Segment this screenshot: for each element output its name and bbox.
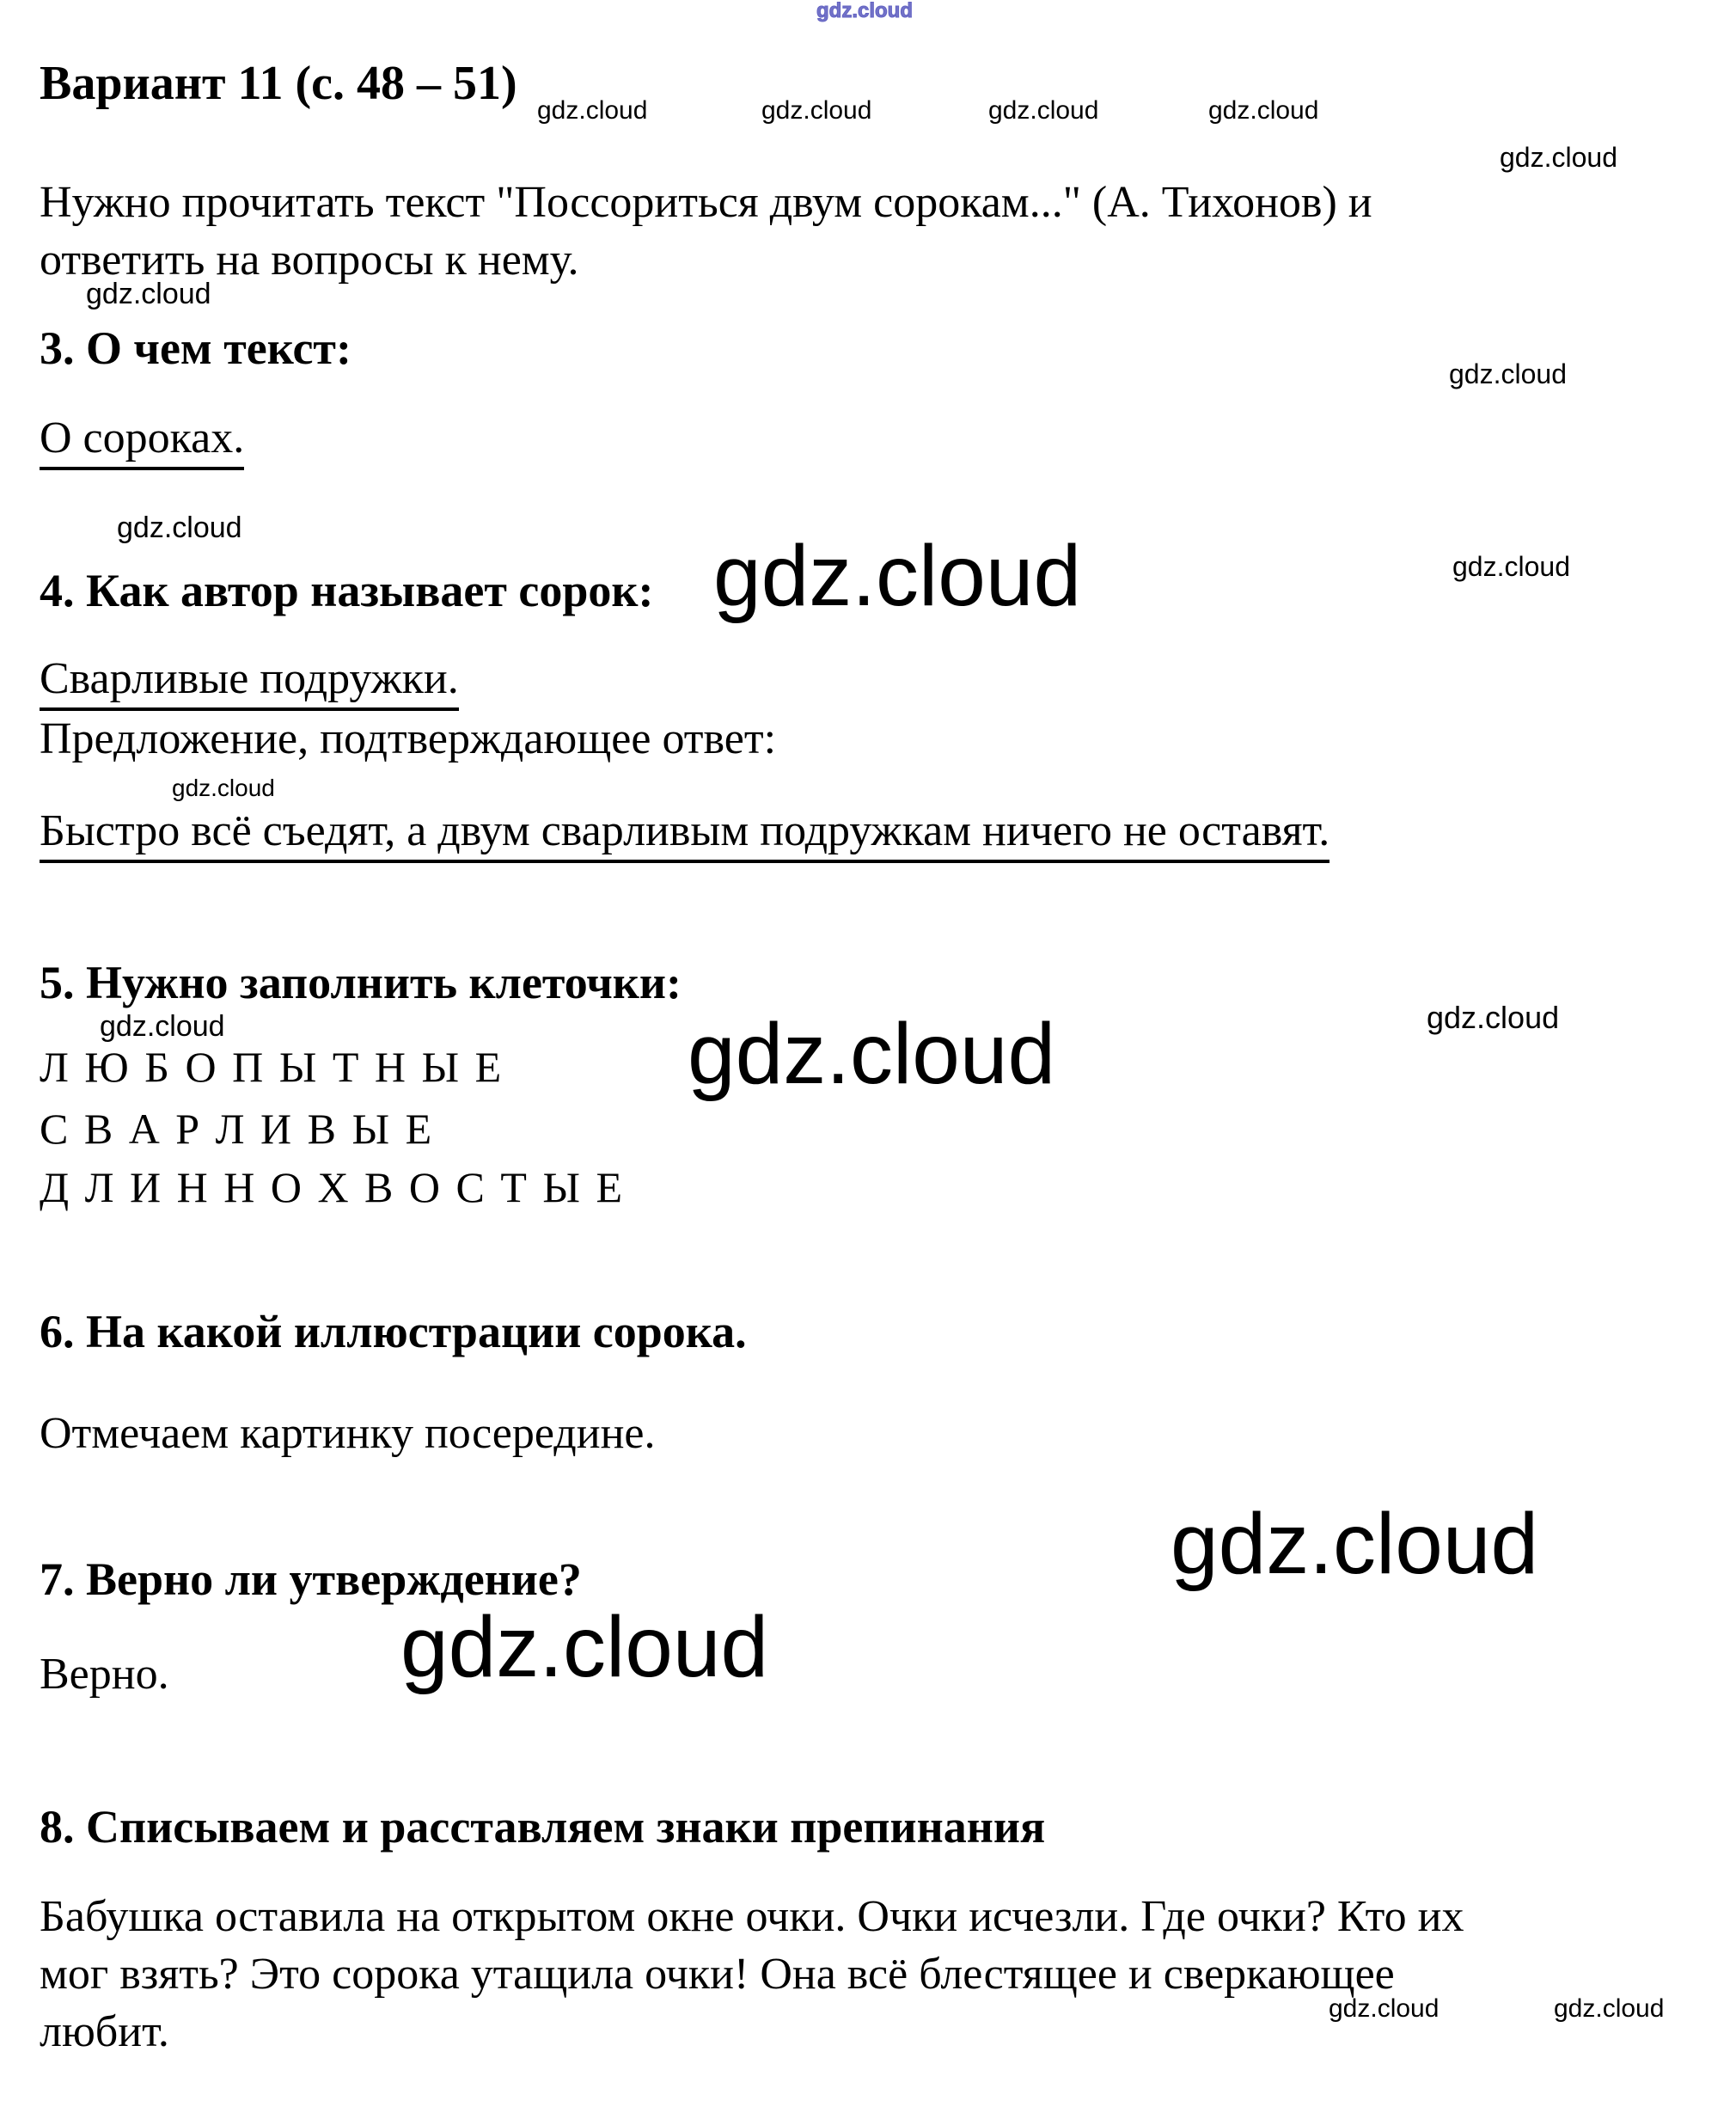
q5-heading: 5. Нужно заполнить клеточки: bbox=[40, 957, 682, 1008]
gdz-watermark-row-1: gdz.cloud bbox=[537, 96, 648, 125]
gdz-watermark-big-q4: gdz.cloud bbox=[713, 528, 1082, 624]
gdz-watermark-top-blue: gdz.cloud bbox=[816, 0, 913, 22]
q8-heading: 8. Списываем и расставляем знаки препинания bbox=[40, 1801, 1046, 1853]
q4-answer bbox=[40, 650, 459, 707]
q4-answer-text: Сварливые подружки. bbox=[40, 654, 459, 711]
gdz-watermark-q4b-left: gdz.cloud bbox=[172, 775, 275, 801]
intro-line-1: Нужно прочитать текст "Поссориться двум сорокам..." (А. Тихонов) и bbox=[40, 178, 1372, 227]
gdz-watermark-row-2: gdz.cloud bbox=[761, 96, 872, 125]
gdz-watermark-big-q7-center: gdz.cloud bbox=[400, 1599, 769, 1695]
q8-line-2: мог взять? Это сорока утащила очки! Она всё блестящее и сверкающее bbox=[40, 1950, 1395, 1999]
q8-line-1: Бабушка оставила на открытом окне очки. Очки исчезли. Где очки? Кто их bbox=[40, 1892, 1464, 1941]
intro-line-2: ответить на вопросы к нему. bbox=[40, 236, 579, 285]
q8-paragraph bbox=[40, 1888, 1464, 2061]
q4-sentence-text: Быстро всё съедят, а двум сварливым подружкам ничего не оставят. bbox=[40, 806, 1330, 863]
gdz-watermark-bottom-1: gdz.cloud bbox=[1329, 1994, 1440, 2023]
gdz-watermark-q3-right: gdz.cloud bbox=[1449, 358, 1567, 389]
gdz-watermark-bottom-2: gdz.cloud bbox=[1554, 1994, 1665, 2023]
gdz-watermark-q5-right: gdz.cloud bbox=[1427, 1000, 1560, 1035]
q4-sentence bbox=[40, 802, 1330, 860]
q6-answer: Отмечаем картинку посередине. bbox=[40, 1409, 656, 1458]
gdz-watermark-big-q7-right: gdz.cloud bbox=[1171, 1496, 1539, 1592]
intro-paragraph bbox=[40, 174, 1372, 289]
q5-cells-row-2: С В А Р Л И В Ы Е bbox=[40, 1105, 435, 1153]
gdz-watermark-intro-right: gdz.cloud bbox=[1500, 142, 1617, 173]
q5-cells-row-1: Л Ю Б О П Ы Т Н Ы Е bbox=[40, 1043, 504, 1091]
gdz-watermark-q4-right: gdz.cloud bbox=[1452, 551, 1570, 582]
q7-heading: 7. Верно ли утверждение? bbox=[40, 1553, 582, 1605]
gdz-watermark-q5-left: gdz.cloud bbox=[100, 1010, 225, 1043]
q4-prompt: Предложение, подтверждающее ответ: bbox=[40, 714, 777, 763]
gdz-watermark-q4-left: gdz.cloud bbox=[117, 511, 242, 544]
q5-cells-row-3: Д Л И Н Н О Х В О С Т Ы Е bbox=[40, 1163, 626, 1211]
q6-heading: 6. На какой иллюстрации сорока. bbox=[40, 1306, 747, 1357]
gdz-watermark-intro-left: gdz.cloud bbox=[86, 278, 211, 310]
q4-heading: 4. Как автор называет сорок: bbox=[40, 565, 654, 616]
q3-answer bbox=[40, 409, 244, 467]
q3-heading: 3. О чем текст: bbox=[40, 322, 351, 374]
gdz-watermark-row-4: gdz.cloud bbox=[1208, 96, 1319, 125]
q3-answer-text: О сороках. bbox=[40, 413, 244, 470]
q7-answer: Верно. bbox=[40, 1650, 169, 1699]
gdz-watermark-big-q5: gdz.cloud bbox=[688, 1006, 1056, 1102]
page-title: Вариант 11 (с. 48 – 51) bbox=[40, 57, 517, 110]
q8-line-3: любит. bbox=[40, 2007, 169, 2056]
gdz-watermark-row-3: gdz.cloud bbox=[988, 96, 1099, 125]
